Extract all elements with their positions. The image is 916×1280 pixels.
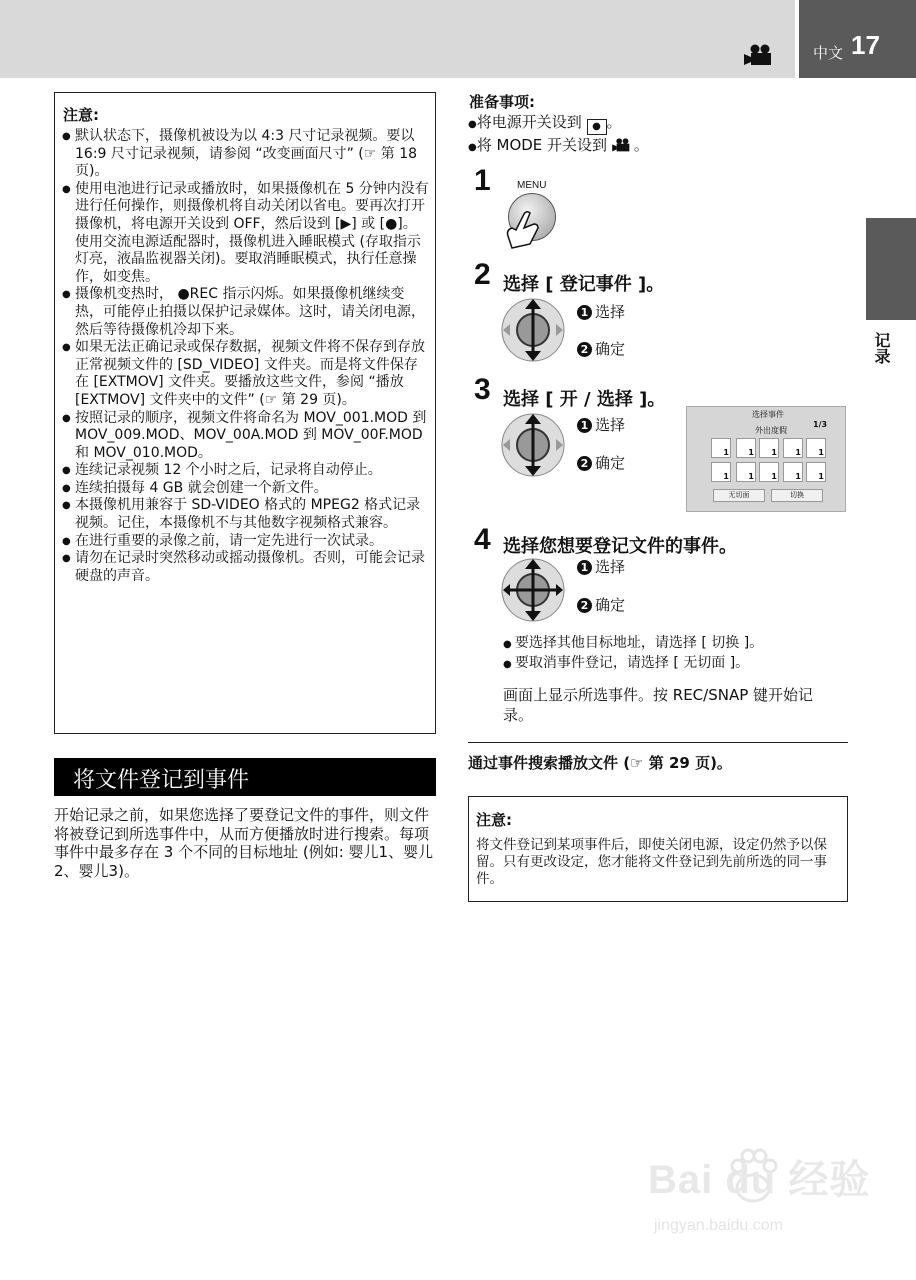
event-thumbnail[interactable]: 1: [759, 462, 779, 482]
page-number: 17: [851, 30, 880, 60]
watermark-logo: Bai du 经验: [648, 1158, 871, 1202]
step-2-number: 2: [474, 258, 491, 291]
event-thumbnail[interactable]: 1: [783, 462, 803, 482]
step-3-number: 3: [474, 373, 491, 406]
note-item: ● 摄像机变热时， ●REC 指示闪烁。如果摄像机继续变热，可能停止拍摄以保护记录媒体。这时，请关闭电源，然后等待摄像机冷却下来。: [62, 286, 430, 339]
note-item: ● 默认状态下，摄像机被设为以 4:3 尺寸记录视频。要以 16:9 尺寸记录视频，请参阅 “改变画面尺寸” (☞ 第 18 页)。: [62, 128, 430, 181]
prep-line1-text: 将电源开关设到: [476, 113, 582, 131]
dpad-control-icon[interactable]: [500, 557, 566, 623]
screen-page-indicator: 1/3: [813, 420, 828, 429]
camcorder-icon: [744, 44, 778, 66]
header-language: 中文: [813, 44, 844, 62]
note-title: 注意:: [63, 106, 99, 124]
prep-line2-end: 。: [633, 136, 649, 154]
dpad-control-icon[interactable]: [500, 412, 566, 478]
side-tab-label: 记录: [872, 332, 891, 364]
prep-line-power: ●将电源开关设到 ● 。: [468, 111, 622, 135]
note-list: [62, 128, 430, 585]
dpad-confirm-label: 2 确定: [577, 452, 625, 473]
event-thumbnail[interactable]: 1: [736, 438, 756, 458]
note-item: ● 如果无法正确记录或保存数据，视频文件将不保存到存放正常视频文件的 [SD_VIDEO] 文件夹。而是将文件保存在 [EXTMOV] 文件夹。要播放这些文件，参阅 “播放 [EXTMOV] 文件夹中的文件” (☞ 第 29 页)。: [62, 339, 430, 409]
step-4-bullet: ● 要选择其他目标地址，请选择 [ 切换 ]。: [503, 635, 764, 651]
section-paragraph: 开始记录之前，如果您选择了要登记文件的事件，则文件将被登记到所选事件中，从而方便播放时进行搜索。每项事件中最多存在 3 个不同的目标地址 (例如: 婴儿1、婴儿2、婴儿3)。: [54, 806, 434, 880]
screen-title: 选择事件: [752, 410, 784, 419]
event-thumbnail[interactable]: 1: [711, 462, 731, 482]
note-item: ● 连续记录视频 12 个小时之后，记录将自动停止。: [62, 462, 430, 480]
dpad-select-label: 1 选择: [577, 556, 625, 577]
event-thumbnail[interactable]: 1: [759, 438, 779, 458]
event-thumbnail[interactable]: 1: [711, 438, 731, 458]
dpad-select-label: 1 选择: [577, 301, 625, 322]
note-item: ● 连续拍摄每 4 GB 就会创建一个新文件。: [62, 480, 430, 498]
step-4-text: 选择您想要登记文件的事件。: [503, 536, 737, 557]
step-3-text: 选择 [ 开 / 选择 ]。: [503, 389, 666, 410]
dpad-confirm-label: 2 确定: [577, 338, 625, 359]
screen-subtitle: 外出度假: [755, 426, 787, 435]
event-thumbnail[interactable]: 1: [736, 462, 756, 482]
note-title-right: 注意:: [476, 811, 512, 829]
dpad-control-icon[interactable]: [500, 297, 566, 363]
header-band: [0, 0, 795, 78]
screen-no-cut-button[interactable]: 无切面: [713, 489, 765, 502]
section-title: 将文件登记到事件: [73, 768, 250, 793]
prep-line2-text: 将 MODE 开关设到: [476, 136, 608, 154]
watermark-url: jingyan.baidu.com: [654, 1217, 783, 1234]
side-tab: [866, 218, 916, 320]
prep-title: 准备事项:: [469, 93, 535, 111]
prep-line-mode: ●将 MODE 开关设到 。: [468, 136, 649, 154]
step-2-text: 选择 [ 登记事件 ]。: [503, 274, 665, 295]
step-4-bullet: ● 要取消事件登记，请选择 [ 无切面 ]。: [503, 655, 750, 671]
screen-switch-button[interactable]: 切换: [771, 489, 823, 502]
note-item: ● 本摄像机用兼容于 SD-VIDEO 格式的 MPEG2 格式记录视频。记住，本摄像机不与其他数字视频格式兼容。: [62, 497, 430, 532]
prep-line1-end: 。: [606, 113, 622, 131]
note-item: ● 请勿在记录时突然移动或摇动摄像机。否则，可能会记录硬盘的声音。: [62, 550, 430, 585]
dpad-confirm-label: 2 确定: [577, 594, 625, 615]
divider: [468, 742, 848, 743]
pressing-hand-icon: [500, 200, 550, 250]
event-thumbnail[interactable]: 1: [806, 462, 826, 482]
note-text-right: 将文件登记到某项事件后，即使关闭电源，设定仍然予以保留。只有更改设定，您才能将文件登记到先前所选的同一事件。: [476, 837, 827, 887]
step-1-number: 1: [474, 164, 491, 197]
dpad-select-label: 1 选择: [577, 414, 625, 435]
note-item: ● 在进行重要的录像之前，请一定先进行一次试录。: [62, 533, 430, 551]
camcorder-icon: [612, 138, 634, 152]
step-4-paragraph: 画面上显示所选事件。按 REC/SNAP 键开始记录。: [503, 686, 814, 724]
step-4-number: 4: [474, 523, 491, 556]
event-thumbnail[interactable]: 1: [783, 438, 803, 458]
note-item: ● 使用电池进行记录或播放时，如果摄像机在 5 分钟内没有进行任何操作，则摄像机将自动关闭以省电。要再次打开摄像机，将电源开关设到 OFF，然后设到 [▶] 或 [●]。使用交流电源适配器时，摄像机进入睡眠模式 (存取指示灯亮，液晶监视器关闭)。要取消睡眠模式，执行任意操作，如变焦。: [62, 181, 430, 287]
menu-button-label: MENU: [517, 180, 547, 191]
search-reference: 通过事件搜索播放文件 (☞ 第 29 页)。: [468, 754, 732, 772]
record-mode-key: ●: [587, 119, 607, 135]
note-item: ● 按照记录的顺序，视频文件将命名为 MOV_001.MOD 到 MOV_009.MOD、MOV_00A.MOD 到 MOV_00F.MOD 和 MOV_010.MOD。: [62, 410, 430, 463]
event-thumbnail[interactable]: 1: [806, 438, 826, 458]
